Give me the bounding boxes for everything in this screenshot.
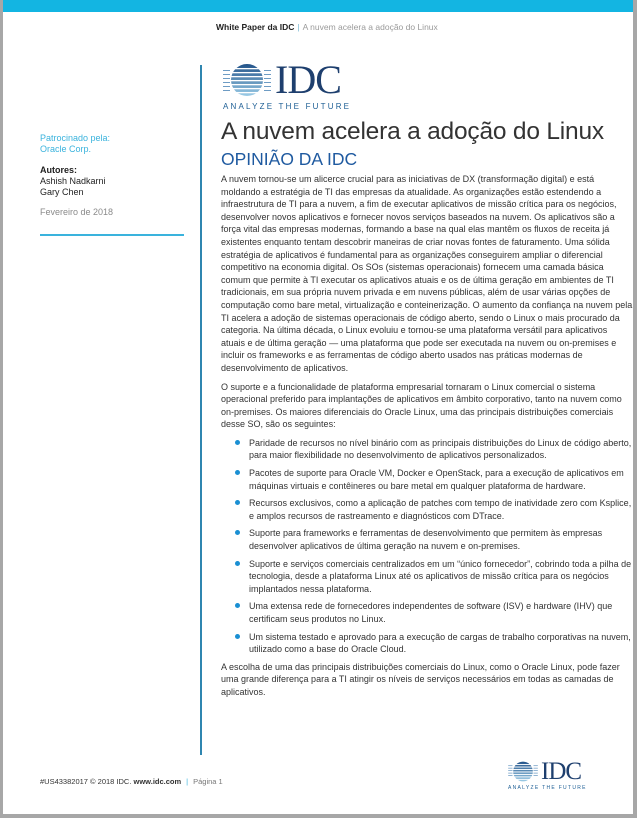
author-name: Gary Chen — [40, 187, 84, 197]
logo-tagline: ANALYZE THE FUTURE — [508, 785, 587, 791]
accent-top-bar — [3, 0, 633, 12]
publication-date: Fevereiro de 2018 — [40, 207, 114, 217]
page-footer — [40, 777, 223, 786]
bullet-dot-icon — [235, 500, 240, 505]
bullet-dot-icon — [235, 530, 240, 535]
page-number: Página 1 — [193, 777, 223, 786]
bullet-dot-icon — [235, 470, 240, 475]
body-paragraph: A nuvem tornou-se um alicerce crucial para as iniciativas de DX (transformação digital) e está moldando a estratégia de TI das empresas da atualidade. As organizações estão estendendo a infraestrutura de TI para a nuvem, a fim de executar aplicativos de missão crítica para os negócios, desenvolver novos aplicativos e fornecer novos serviços baseados na nuvem. Os aplicativos são a força vital das empresas modernas, formando a base na qual elas mantêm os fluxos de receita já existentes enquanto tentam descobrir maneiras de criar novas fontes de faturamento. Uma sólida estratégia de aplicativos é fundamental para as organizações conseguirem ampliar o diferencial competitivo na economia digital. Os SOs (sistemas operacionais) fornecem uma camada básica comum que permite à TI executar os aplicativos atuais e os de última geração em ambientes de TI tradicionais, em sua própria nuvem privada e em nuvens públicas, além de usar várias opções de computação como bare metal, virtualização e conteinerização. O aumento da confiança na nuvem pela TI acelera a adoção de sistemas operacionais de código aberto, sendo o Linux o mais procurado da categoria. Na última década, o Linux evoluiu e tornou-se uma plataforma versátil para aplicativos atuais e de última geração — uma plataforma que pode ser executada na nuvem ou on-premises e incluir os frameworks e as ferramentas de código aberto usados nas práticas modernas de desenvolvimento de aplicativos. — [221, 174, 633, 373]
bullet-dot-icon — [235, 440, 240, 445]
footer-separator: | — [186, 777, 189, 786]
logo-tagline: ANALYZE THE FUTURE — [223, 102, 352, 111]
list-item: Uma extensa rede de fornecedores independentes de software (ISV) e hardware (IHV) que certificam seus produtos no Linux. — [221, 600, 633, 625]
idc-logo — [223, 57, 352, 111]
logo-wordmark: IDC — [275, 57, 341, 102]
body-paragraph: O suporte e a funcionalidade de plataforma empresarial tornaram o Linux comercial o sistema operacional preferido para implantações de aplicativos em âmbito corporativo, tanto na nuvem como on-premises. Os maiores diferenciais do Oracle Linux, uma das principais distribuições comerciais desse SO, são os seguintes: — [221, 381, 622, 430]
publication-label: White Paper da IDC — [216, 22, 295, 32]
running-header — [216, 22, 438, 32]
website-link[interactable]: www.idc.com — [133, 777, 182, 786]
globe-stripes-icon — [223, 63, 271, 97]
author-name: Ashish Nadkarni — [40, 176, 106, 186]
list-item: Pacotes de suporte para Oracle VM, Docker e OpenStack, para a execução de aplicativos em máquinas virtuais e contêineres ou bare metal em qualquer plataforma de hardware. — [221, 467, 633, 492]
main-content — [221, 118, 633, 705]
running-title: A nuvem acelera a adoção do Linux — [302, 22, 438, 32]
sponsor-label: Patrocinado pela: — [40, 133, 111, 143]
sidebar-rule — [40, 234, 184, 236]
bullet-dot-icon — [235, 603, 240, 608]
page-title: A nuvem acelera a adoção do Linux — [221, 118, 604, 145]
column-divider — [200, 65, 202, 755]
sponsor-name: Oracle Corp. — [40, 144, 92, 154]
list-item: Suporte para frameworks e ferramentas de desenvolvimento que permitem às empresas desenvolver aplicativos de última geração na nuvem e on-premises. — [221, 527, 633, 552]
list-item: Recursos exclusivos, como a aplicação de patches com tempo de inatividade zero com Ksplice, e amplos recursos de rastreamento e diagnósticos com DTrace. — [221, 497, 633, 522]
list-item: Paridade de recursos no nível binário com as principais distribuições do Linux de código aberto, para maior flexibilidade no desenvolvimento de aplicativos personalizados. — [221, 437, 633, 462]
bullet-dot-icon — [235, 634, 240, 639]
list-item: Um sistema testado e aprovado para a execução de cargas de trabalho corporativas na nuvem, utilizado como a base do Oracle Cloud. — [221, 631, 633, 656]
authors-label: Autores: — [40, 165, 78, 175]
sidebar-meta — [40, 133, 186, 236]
document-id: #US43382017 © 2018 IDC. — [40, 777, 132, 786]
differentiators-list — [221, 437, 633, 656]
section-heading: OPINIÃO DA IDC — [221, 149, 358, 169]
closing-paragraph: A escolha de uma das principais distribuições comerciais do Linux, como o Oracle Linux, pode fazer uma grande diferença para a TI atingir os níveis de serviços necessários em todas as camadas de aplicativos. — [221, 661, 620, 697]
list-item: Suporte e serviços comerciais centralizados em um “único fornecedor”, cobrindo toda a pilha de tecnologia, desde a plataforma Linux até os aplicativos de missão crítica para os negócios implantados nessa plataforma. — [221, 558, 633, 596]
logo-wordmark: IDC — [541, 758, 582, 785]
bullet-dot-icon — [235, 561, 240, 566]
document-page — [3, 0, 633, 814]
header-separator: | — [297, 22, 300, 32]
idc-logo-footer — [508, 759, 587, 791]
globe-stripes-icon — [508, 761, 538, 782]
